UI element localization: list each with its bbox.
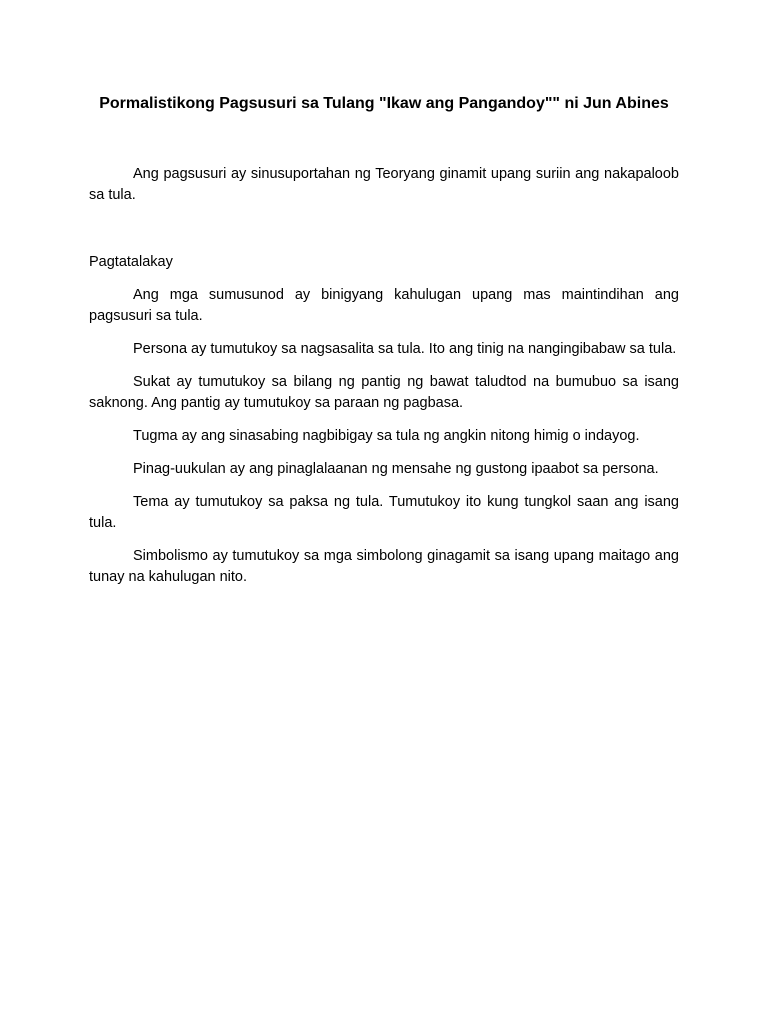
paragraph-tugma: Tugma ay ang sinasabing nagbibigay sa tula ng angkin nitong himig o indayog. bbox=[133, 428, 640, 444]
paragraph-tema: Tema ay tumutukoy sa paksa ng tula. Tumutukoy ito kung tungkol saan ang isang tula. bbox=[89, 494, 679, 531]
intro-paragraph: Ang pagsusuri ay sinusuportahan ng Teoryang ginamit upang suriin ang nakapaloob sa tula. bbox=[89, 166, 679, 203]
document-page bbox=[89, 0, 679, 588]
paragraph-pinag-uukulan: Pinag-uukulan ay ang pinaglalaanan ng mensahe ng gustong ipaabot sa persona. bbox=[133, 461, 659, 477]
paragraph-sukat: Sukat ay tumutukoy sa bilang ng pantig ng bawat taludtod na bumubuo sa isang saknong. Ang pantig ay tumutukoy sa paraan ng pagbasa. bbox=[89, 374, 679, 411]
paragraph-persona: Persona ay tumutukoy sa nagsasalita sa tula. Ito ang tinig na nangingibabaw sa tula. bbox=[133, 341, 677, 357]
paragraph-definitions-intro: Ang mga sumusunod ay binigyang kahulugan upang mas maintindihan ang pagsusuri sa tula. bbox=[89, 287, 679, 324]
paragraph-simbolismo: Simbolismo ay tumutukoy sa mga simbolong ginagamit sa isang upang maitago ang tunay na kahulugan nito. bbox=[89, 548, 679, 585]
section-heading: Pagtatalakay bbox=[89, 254, 173, 270]
document-title: Pormalistikong Pagsusuri sa Tulang "Ikaw ang Pangandoy"" ni Jun Abines bbox=[99, 95, 669, 112]
